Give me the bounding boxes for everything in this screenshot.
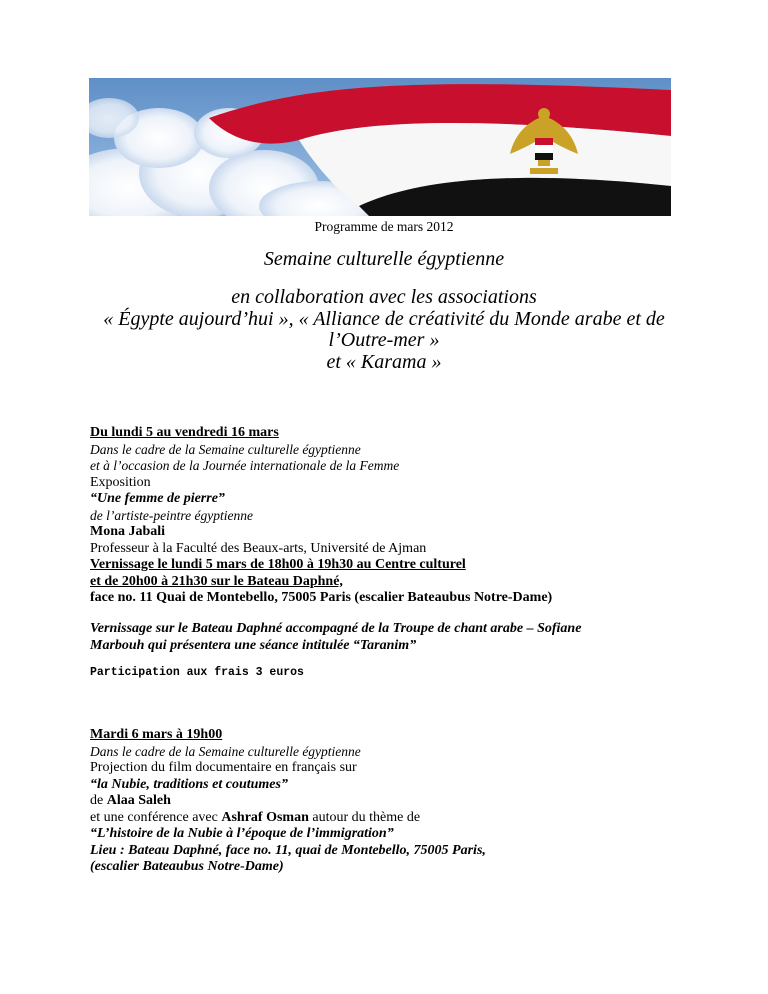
egypt-flag-banner xyxy=(89,78,671,216)
projection-line: Projection du film documentaire en français sur xyxy=(90,760,357,775)
artist-role: Professeur à la Faculté des Beaux-arts, Université de Ajman xyxy=(90,540,427,556)
page-title: Semaine culturelle égyptienne xyxy=(263,248,505,270)
event-address: face no. 11 Quai de Montebello, 75005 Paris (escalier Bateaubus Notre-Dame) xyxy=(90,590,553,605)
collab-line: l’Outre-mer » xyxy=(328,329,440,351)
speaker-name: Ashraf Osman xyxy=(221,809,309,825)
collaboration-block xyxy=(60,287,708,373)
collab-line: et « Karama » xyxy=(326,350,442,373)
director-prefix: de xyxy=(90,793,107,808)
film-title: “la Nubie, traditions et coutumes” xyxy=(90,776,288,792)
programme-date: Programme de mars 2012 xyxy=(314,219,454,234)
event-date: Du lundi 5 au vendredi 16 mars xyxy=(90,425,279,440)
event-context: Dans le cadre de la Semaine culturelle égyptienne xyxy=(90,743,361,759)
artist-name: Mona Jabali xyxy=(90,524,166,539)
event-location: (escalier Bateaubus Notre-Dame) xyxy=(90,859,284,874)
participation-fee: Participation aux frais 3 euros xyxy=(90,666,304,679)
conference-line xyxy=(90,810,700,827)
director-name: Alaa Saleh xyxy=(106,793,171,808)
fee-block xyxy=(90,665,700,682)
conference-theme: “L’histoire de la Nubie à l’époque de l’immigration” xyxy=(90,826,394,841)
vernissage-line: Vernissage le lundi 5 mars de 18h00 à 19h30 au Centre culturel xyxy=(90,557,466,572)
director-line xyxy=(90,793,700,810)
banner-image xyxy=(89,78,671,216)
note-line: Vernissage sur le Bateau Daphné accompagné de la Troupe de chant arabe – Sofiane xyxy=(90,621,582,636)
vernissage-line: et de 20h00 à 21h30 sur le Bateau Daphné, xyxy=(90,573,343,589)
conference-suffix: autour du thème de xyxy=(308,809,421,825)
event-projection xyxy=(90,727,700,876)
event-location: Lieu : Bateau Daphné, face no. 11, quai de Montebello, 75005 Paris, xyxy=(90,842,486,858)
conference-prefix: et une conférence avec xyxy=(90,809,222,825)
work-title: “Une femme de pierre” xyxy=(90,491,225,506)
collab-line: en collaboration avec les associations xyxy=(231,286,537,308)
note-line: Marbouh qui présentera une séance intitulée “Taranim” xyxy=(90,637,417,653)
artist-description: de l’artiste-peintre égyptienne xyxy=(90,507,253,523)
event-exposition xyxy=(90,425,700,607)
event-kind: Exposition xyxy=(90,474,151,490)
event-note xyxy=(90,621,700,654)
event-context: Dans le cadre de la Semaine culturelle égyptienne xyxy=(90,441,361,457)
collab-line: « Égypte aujourd’hui », « Alliance de créativité du Monde arabe et de xyxy=(103,307,665,330)
event-context: et à l’occasion de la Journée internationale de la Femme xyxy=(90,458,400,473)
event-date: Mardi 6 mars à 19h00 xyxy=(90,727,223,742)
